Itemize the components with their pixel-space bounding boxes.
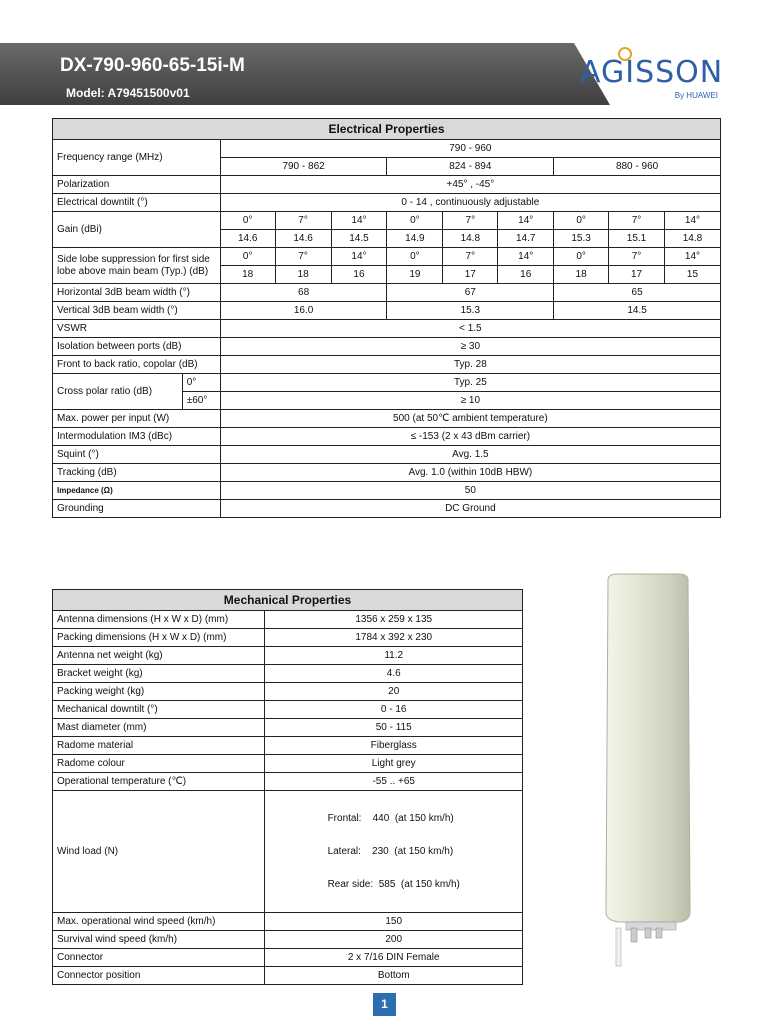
tracking-value: Avg. 1.0 (within 10dB HBW) xyxy=(220,464,720,482)
logo-subtitle: By HUAWEI xyxy=(674,91,718,100)
ftb-label: Front to back ratio, copolar (dB) xyxy=(53,356,221,374)
gain-value: 15.3 xyxy=(554,230,609,248)
mechanical-title: Mechanical Properties xyxy=(53,590,523,611)
sidelobe-value: 18 xyxy=(554,266,609,284)
mechanical-properties-table xyxy=(52,589,523,985)
antenna-image xyxy=(598,572,698,972)
sidelobe-label: Side lobe suppression for first side lobe above main beam (Typ.) (dB) xyxy=(53,248,221,284)
hbw-value: 65 xyxy=(554,284,721,302)
vbw-label: Vertical 3dB beam width (°) xyxy=(53,302,221,320)
power-value: 500 (at 50℃ ambient temperature) xyxy=(220,410,720,428)
squint-label: Squint (°) xyxy=(53,446,221,464)
sidelobe-tilt: 0° xyxy=(220,248,275,266)
gain-value: 14.9 xyxy=(387,230,443,248)
gain-value: 14.8 xyxy=(443,230,498,248)
freq-band: 790 - 862 xyxy=(220,158,387,176)
vswr-label: VSWR xyxy=(53,320,221,338)
grounding-value: DC Ground xyxy=(220,500,720,518)
mech-label: Antenna dimensions (H x W x D) (mm) xyxy=(53,611,265,629)
hbw-value: 68 xyxy=(220,284,387,302)
gain-tilt: 14° xyxy=(498,212,554,230)
mech-value: 4.6 xyxy=(265,665,523,683)
gain-tilt: 14° xyxy=(331,212,387,230)
gain-value: 14.6 xyxy=(220,230,275,248)
electrical-title: Electrical Properties xyxy=(53,119,721,140)
gain-tilt: 7° xyxy=(275,212,331,230)
sidelobe-tilt: 7° xyxy=(609,248,665,266)
logo-text: AGISSON xyxy=(580,55,724,90)
xpol-label: Cross polar ratio (dB) xyxy=(53,374,183,410)
gain-tilt: 0° xyxy=(387,212,443,230)
mech-value: 0 - 16 xyxy=(265,701,523,719)
ftb-value: Typ. 28 xyxy=(220,356,720,374)
gain-tilt: 7° xyxy=(609,212,665,230)
squint-value: Avg. 1.5 xyxy=(220,446,720,464)
gain-value: 14.6 xyxy=(275,230,331,248)
sidelobe-tilt: 7° xyxy=(275,248,331,266)
sidelobe-value: 18 xyxy=(275,266,331,284)
im3-value: ≤ -153 (2 x 43 dBm carrier) xyxy=(220,428,720,446)
mech-label: Radome colour xyxy=(53,755,265,773)
mech-value: Bottom xyxy=(265,967,523,985)
mech-label: Connector position xyxy=(53,967,265,985)
mech-label: Operational temperature (℃) xyxy=(53,773,265,791)
isolation-label: Isolation between ports (dB) xyxy=(53,338,221,356)
sidelobe-value: 18 xyxy=(220,266,275,284)
freq-band: 824 - 894 xyxy=(387,158,554,176)
mech-label: Connector xyxy=(53,949,265,967)
gain-value: 14.7 xyxy=(498,230,554,248)
gain-tilt: 7° xyxy=(443,212,498,230)
downtilt-value: 0 - 14 , continuously adjustable xyxy=(220,194,720,212)
mech-value: Light grey xyxy=(265,755,523,773)
sidelobe-tilt: 0° xyxy=(387,248,443,266)
grounding-label: Grounding xyxy=(53,500,221,518)
freq-total: 790 - 960 xyxy=(220,140,720,158)
wind-load-label: Wind load (N) xyxy=(53,791,265,913)
gain-tilt: 14° xyxy=(664,212,720,230)
gain-value: 14.5 xyxy=(331,230,387,248)
sidelobe-value: 17 xyxy=(443,266,498,284)
sidelobe-tilt: 7° xyxy=(443,248,498,266)
gain-value: 14.8 xyxy=(664,230,720,248)
sidelobe-value: 15 xyxy=(664,266,720,284)
downtilt-label: Electrical downtilt (°) xyxy=(53,194,221,212)
model-number: Model: A79451500v01 xyxy=(66,86,190,100)
impedance-label: Impedance (Ω) xyxy=(53,482,221,500)
power-label: Max. power per input (W) xyxy=(53,410,221,428)
sidelobe-value: 16 xyxy=(498,266,554,284)
product-title: DX-790-960-65-15i-M xyxy=(60,55,245,76)
im3-label: Intermodulation IM3 (dBc) xyxy=(53,428,221,446)
mech-label: Mast diameter (mm) xyxy=(53,719,265,737)
mech-label: Bracket weight (kg) xyxy=(53,665,265,683)
vbw-value: 14.5 xyxy=(554,302,721,320)
sidelobe-tilt: 14° xyxy=(331,248,387,266)
xpol-value: ≥ 10 xyxy=(220,392,720,410)
hbw-label: Horizontal 3dB beam width (°) xyxy=(53,284,221,302)
xpol-angle: 0° xyxy=(182,374,220,392)
isolation-value: ≥ 30 xyxy=(220,338,720,356)
wind-load-line: Rear side: 585 (at 150 km/h) xyxy=(327,879,460,890)
sidelobe-value: 19 xyxy=(387,266,443,284)
gain-value: 15.1 xyxy=(609,230,665,248)
mech-value: 11.2 xyxy=(265,647,523,665)
mech-value: 50 - 115 xyxy=(265,719,523,737)
page-header xyxy=(0,43,768,118)
xpol-value: Typ. 25 xyxy=(220,374,720,392)
impedance-value: 50 xyxy=(220,482,720,500)
wind-load-line: Lateral: 230 (at 150 km/h) xyxy=(327,846,454,857)
page-number: 1 xyxy=(373,993,396,1016)
gain-tilt: 0° xyxy=(220,212,275,230)
sidelobe-tilt: 14° xyxy=(498,248,554,266)
polarization-label: Polarization xyxy=(53,176,221,194)
sidelobe-value: 16 xyxy=(331,266,387,284)
mech-value: 150 xyxy=(265,913,523,931)
wind-load-value xyxy=(265,791,523,913)
mech-label: Radome material xyxy=(53,737,265,755)
mech-value: 2 x 7/16 DIN Female xyxy=(265,949,523,967)
wind-load-line: Frontal: 440 (at 150 km/h) xyxy=(327,813,454,824)
mech-value: 20 xyxy=(265,683,523,701)
hbw-value: 67 xyxy=(387,284,554,302)
vbw-value: 16.0 xyxy=(220,302,387,320)
agisson-logo xyxy=(580,53,724,103)
mech-value: 200 xyxy=(265,931,523,949)
xpol-angle: ±60° xyxy=(182,392,220,410)
vswr-value: < 1.5 xyxy=(220,320,720,338)
mech-label: Packing weight (kg) xyxy=(53,683,265,701)
freq-label: Frequency range (MHz) xyxy=(53,140,221,176)
electrical-properties-table xyxy=(52,118,721,518)
sidelobe-value: 17 xyxy=(609,266,665,284)
freq-band: 880 - 960 xyxy=(554,158,721,176)
gain-tilt: 0° xyxy=(554,212,609,230)
mech-label: Max. operational wind speed (km/h) xyxy=(53,913,265,931)
polarization-value: +45° , -45° xyxy=(220,176,720,194)
mech-label: Packing dimensions (H x W x D) (mm) xyxy=(53,629,265,647)
sidelobe-tilt: 0° xyxy=(554,248,609,266)
mech-label: Antenna net weight (kg) xyxy=(53,647,265,665)
mech-value: -55 .. +65 xyxy=(265,773,523,791)
tracking-label: Tracking (dB) xyxy=(53,464,221,482)
gain-label: Gain (dBi) xyxy=(53,212,221,248)
sidelobe-tilt: 14° xyxy=(664,248,720,266)
mech-label: Survival wind speed (km/h) xyxy=(53,931,265,949)
mech-label: Mechanical downtilt (°) xyxy=(53,701,265,719)
vbw-value: 15.3 xyxy=(387,302,554,320)
mech-value: 1356 x 259 x 135 xyxy=(265,611,523,629)
mech-value: Fiberglass xyxy=(265,737,523,755)
mech-value: 1784 x 392 x 230 xyxy=(265,629,523,647)
